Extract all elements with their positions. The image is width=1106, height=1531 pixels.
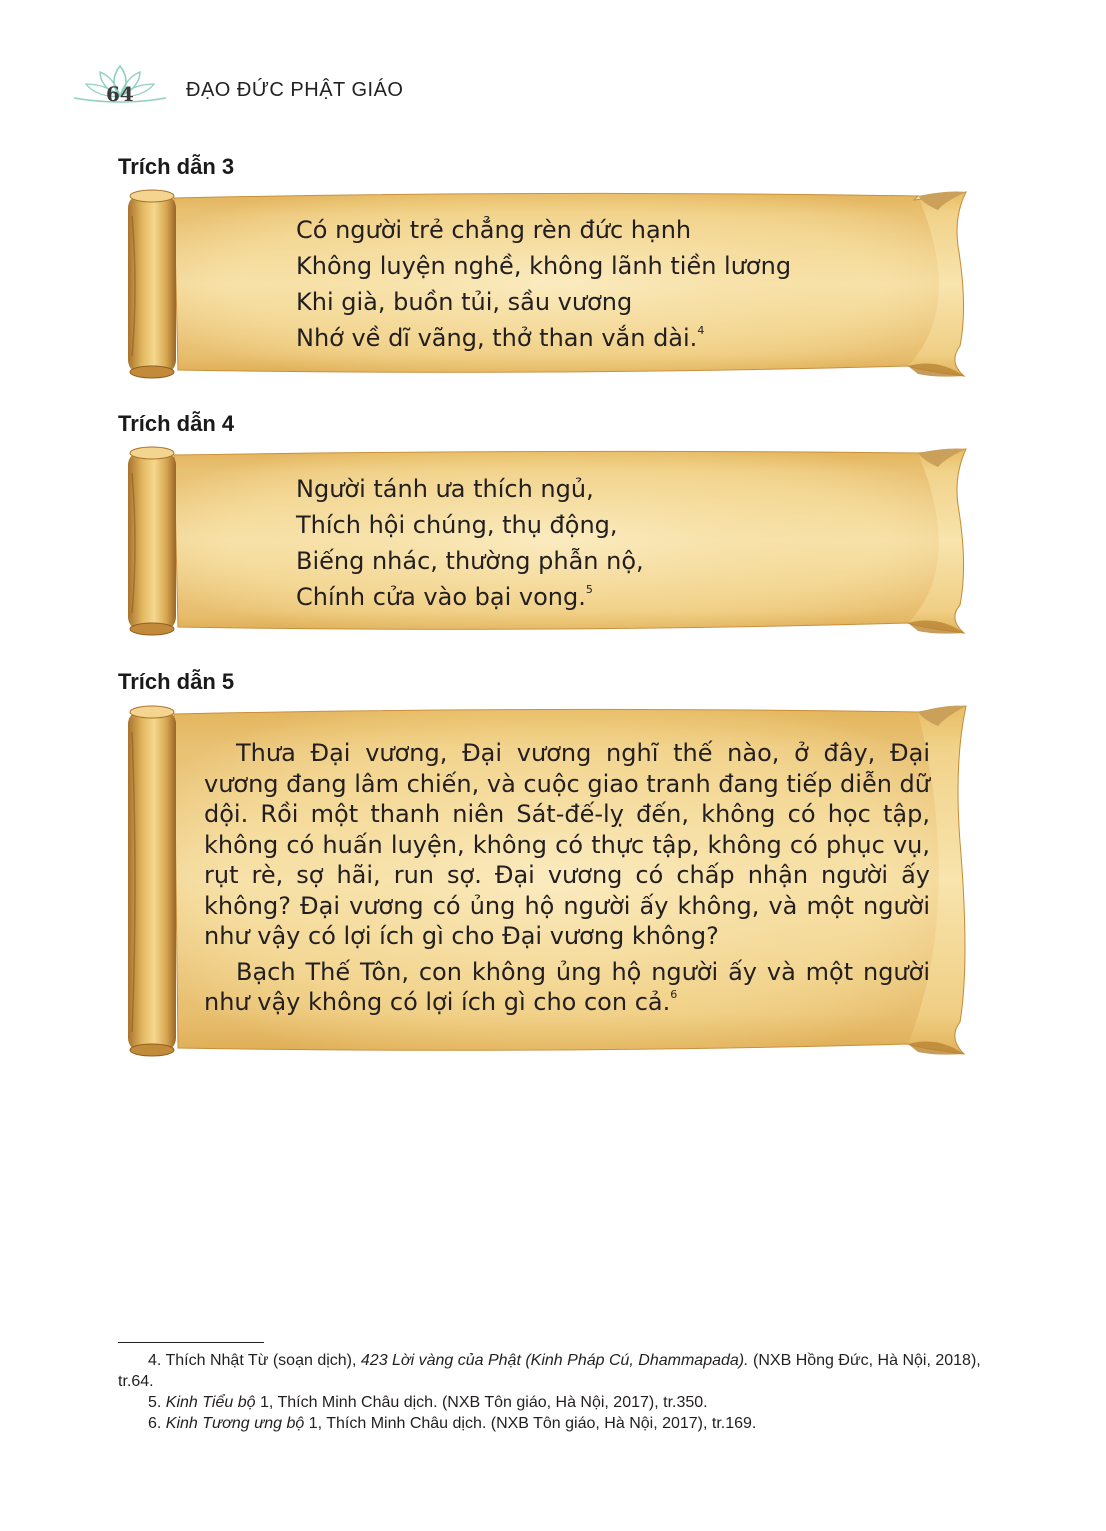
verse-line: Có người trẻ chẳng rèn đức hạnh [296, 216, 692, 244]
verse-text: Chính cửa vào bại vong. [296, 583, 586, 611]
prose-text: Bạch Thế Tôn, con không ủng hộ người ấy và một người như vậy không có lợi ích gì cho con cả. [204, 957, 930, 1016]
prose-paragraph: Thưa Đại vương, Đại vương nghĩ thế nào, ở đây, Đại vương đang lâm chiến, và cuộc giao tranh đang tiếp diễn dữ dội. Rồi một thanh niên Sát-đế-lỵ đến, không có học tập, không có huấn luyện, không có thực tập, không có phục vụ, rụt rè, sợ hãi, run sợ. Đại vương có chấp nhận người ấy không? Đại vương có ủng hộ người ấy không, và một người như vậy có lợi ích gì cho Đại vương không? [204, 739, 930, 950]
verse-line [296, 320, 791, 356]
page-number: 64 [106, 82, 134, 106]
footnote-ref[interactable]: 6 [670, 988, 678, 1001]
verse-line [296, 579, 644, 615]
footnote [118, 1392, 993, 1413]
verse-line: Khi già, buồn tủi, sầu vương [296, 288, 633, 316]
footnote-divider [118, 1342, 264, 1343]
page-header [70, 62, 430, 112]
book-title: ĐẠO ĐỨC PHẬT GIÁO [186, 79, 404, 101]
footnote-text: Thích Nhật Từ (soạn dịch), [161, 1352, 361, 1369]
footnote-text: 1, Thích Minh Châu dịch. (NXB Tôn giáo, Hà Nội, 2017), tr.169. [304, 1415, 757, 1432]
footnote-ref[interactable]: 4 [697, 324, 705, 337]
quote-heading: Trích dẫn 5 [118, 669, 235, 694]
verse-line: Người tánh ưa thích ngủ, [296, 475, 594, 503]
scroll-panel [118, 186, 980, 380]
footnote [118, 1413, 993, 1434]
footnote-title: Kinh Tiểu bộ [165, 1394, 256, 1411]
footnote-title: Kinh Tương ưng bộ [165, 1415, 305, 1432]
verse-line: Biếng nhác, thường phẫn nộ, [296, 547, 644, 575]
quote-heading: Trích dẫn 3 [118, 154, 235, 179]
verse-line: Không luyện nghề, không lãnh tiền lương [296, 252, 792, 280]
footnote-number: 5. [148, 1394, 162, 1411]
quote-heading: Trích dẫn 4 [118, 411, 235, 436]
verse-text: Nhớ về dĩ vãng, thở than vắn dài. [296, 324, 698, 352]
prose-block [204, 738, 930, 1018]
footnote-text: 1, Thích Minh Châu dịch. (NXB Tôn giáo, Hà Nội, 2017), tr.350. [255, 1394, 708, 1411]
scroll-panel [118, 702, 980, 1058]
verse-line: Thích hội chúng, thụ động, [296, 511, 618, 539]
prose-paragraph [204, 957, 930, 1018]
footnote-number: 4. [148, 1352, 162, 1369]
footnote-number: 6. [148, 1415, 162, 1432]
footnote-ref[interactable]: 5 [585, 583, 593, 596]
verse-block [296, 212, 791, 356]
footnotes [118, 1350, 993, 1434]
verse-block [296, 471, 644, 615]
footnote-text: (NXB Hồng Đức, Hà Nội, 2018), tr.64. [118, 1352, 981, 1390]
footnote-title: 423 Lời vàng của Phật (Kinh Pháp Cú, Dhammapada). [360, 1352, 749, 1369]
footnote [118, 1350, 993, 1392]
scroll-panel [118, 445, 980, 637]
